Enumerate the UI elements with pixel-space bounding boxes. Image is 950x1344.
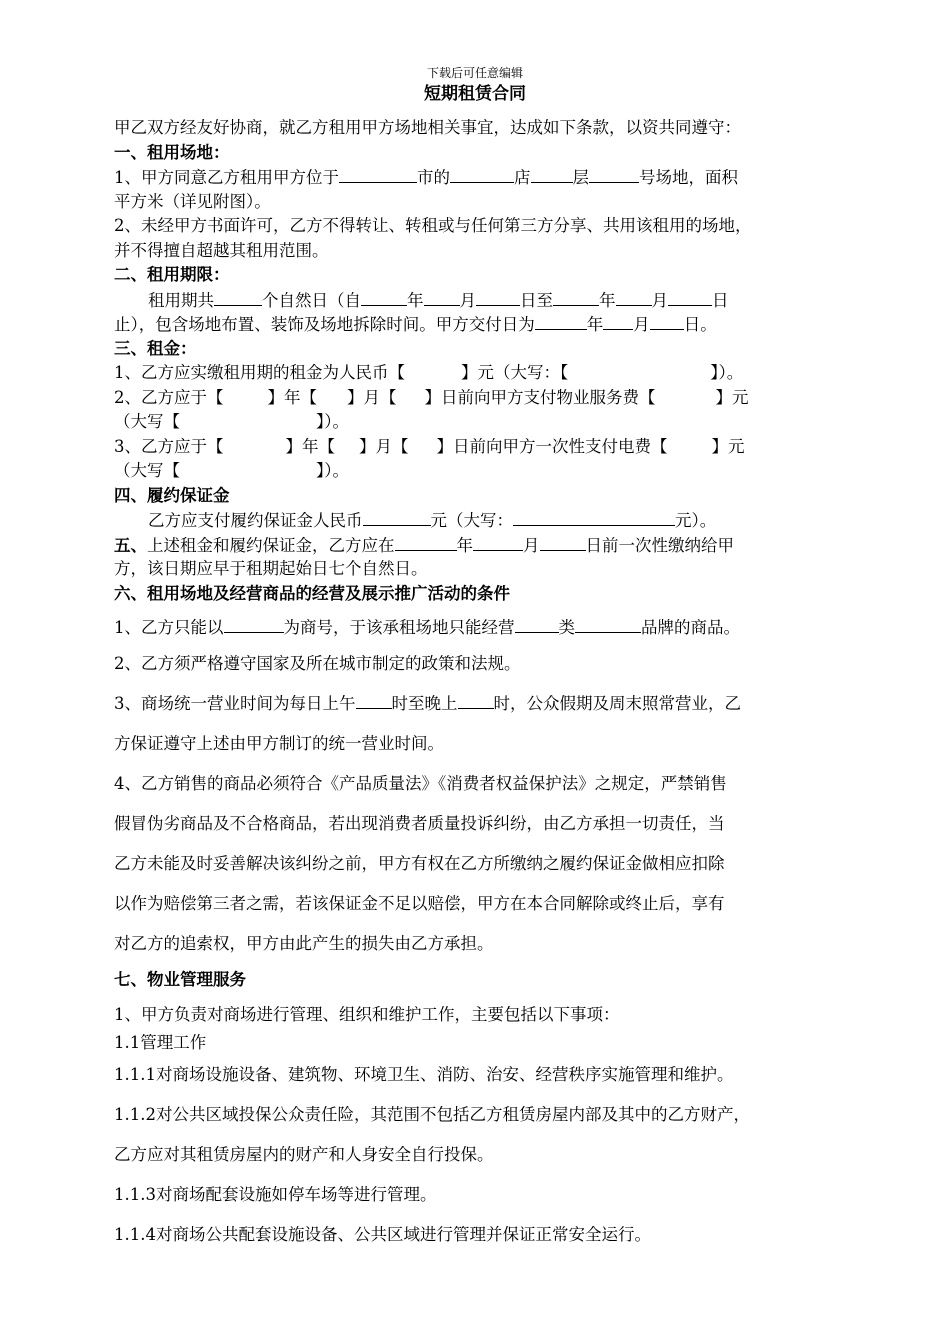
text: 乙方未能及时妥善解决该纠纷之前，甲方有权在乙方所缴纳之履约保证金做相应扣除: [114, 854, 725, 873]
section-7-clause-1: [114, 999, 844, 1031]
text: 元）。: [675, 511, 717, 530]
blank: [616, 288, 652, 306]
text: 】月【: [347, 387, 397, 407]
text: 1、乙方应实缴租用期的租金为人民币【: [114, 363, 405, 382]
section-3-clause-2-line-1: [114, 386, 844, 411]
brand-blank: [575, 615, 641, 633]
text: 1.1.2对公共区域投保公众责任险，其范围不包括乙方租赁房屋内部及其中的乙方财产，: [114, 1105, 750, 1124]
text: 以作为赔偿第三者之需，若该保证金不足以赔偿，甲方在本合同解除或终止后，享有: [114, 894, 725, 913]
section-6-clause-4-line-1: [114, 764, 844, 804]
blank: [361, 288, 407, 306]
section-3-clause-1: [114, 361, 844, 386]
blank: [553, 288, 599, 306]
text: 平方米（详见附图）。: [114, 191, 271, 211]
text: 月: [633, 315, 650, 334]
section-1-clause-2-line-1: [114, 214, 844, 239]
text: 2、未经甲方书面许可，乙方不得转让、转租或与任何第三方分享、共用该租用的场地，: [114, 216, 752, 235]
text: （大写【: [114, 412, 180, 431]
text: 3、商场统一营业时间为每日上午: [114, 694, 356, 713]
section-3-clause-3-line-1: [114, 435, 844, 460]
text: 】年【: [267, 387, 317, 407]
site-number-blank: [589, 165, 639, 183]
text: 止），包含场地布置、装饰及场地拆除时间。甲方交付日为: [114, 315, 535, 334]
section-4-heading: [114, 484, 844, 509]
section-6-clause-3-line-2: [114, 724, 844, 764]
section-6-heading: [114, 582, 844, 607]
blank: [476, 288, 520, 306]
section-7-clause-1-1-2-line-1: [114, 1095, 844, 1135]
text: 】）。: [710, 363, 744, 382]
intro-text: 甲乙双方经友好协商，就乙方租用甲方场地相关事宜，达成如下条款，以资共同遵守：: [114, 118, 741, 137]
text: 为商号，于该承租场地只能经营: [283, 618, 515, 637]
section-3-title: 三、租金：: [114, 338, 197, 358]
text: 年: [456, 535, 473, 555]
section-1-clause-2-line-2: [114, 239, 844, 264]
section-6-clause-4-line-3: [114, 844, 844, 884]
text: 年: [586, 315, 604, 334]
text: 2、乙方应于【: [114, 387, 224, 407]
text: 】元（大写：【: [461, 363, 569, 382]
section-3-clause-3-line-2: [114, 459, 844, 484]
text: 】）。: [316, 461, 349, 480]
section-3-clause-2-line-2: [114, 410, 844, 435]
text: 日前一次性缴纳给甲: [585, 535, 734, 555]
text: 】年【: [285, 436, 335, 456]
text: 3、乙方应于【: [114, 436, 224, 456]
text: 日至: [520, 290, 553, 310]
text: 并不得擅自超越其租用范围。: [114, 240, 329, 260]
text: 租用期共: [148, 290, 214, 310]
section-6-clause-2: [114, 644, 844, 684]
blank: [668, 288, 712, 306]
text: 市的: [417, 168, 450, 187]
section-7-title: 七、物业管理服务: [114, 970, 246, 989]
deposit-words-blank: [513, 508, 675, 526]
section-4-title: 四、履约保证金: [114, 485, 230, 505]
section-2-title: 二、租用期限：: [114, 265, 230, 284]
blank: [473, 533, 523, 551]
intro-line: [114, 116, 844, 141]
text: 1.1.4对商场公共配套设施设备、公共区域进行管理并保证正常安全运行。: [114, 1225, 651, 1244]
open-hour-blank: [356, 691, 392, 709]
document-title: 短期租赁合同: [424, 84, 526, 104]
editable-note: 下载后可任意编辑: [426, 66, 523, 80]
blank: [540, 533, 586, 551]
text: 1、乙方只能以: [114, 618, 224, 637]
text: 月: [459, 290, 476, 310]
blank: [395, 533, 457, 551]
close-hour-blank: [458, 691, 494, 709]
blank: [424, 288, 460, 306]
text: 乙方应对其租赁房屋内的财产和人身安全自行投保。: [114, 1145, 494, 1164]
text: 方保证遵守上述由甲方制订的统一营业时间。: [114, 734, 444, 753]
text: 日: [712, 290, 729, 310]
section-1-clause-1-line-1: [114, 165, 844, 190]
text: 元（大写：: [430, 511, 513, 530]
blank: [650, 312, 684, 330]
text: 1、甲方负责对商场进行管理、组织和维护工作，主要包括以下事项：: [114, 1004, 620, 1024]
store-blank: [450, 165, 514, 183]
text: 个自然日（自: [262, 290, 361, 310]
text: （大写【: [114, 461, 180, 480]
section-6-clause-1: [114, 612, 844, 644]
text: 月: [651, 290, 668, 310]
section-7-clause-1-1-1: [114, 1055, 844, 1095]
section-3-heading: [114, 337, 844, 362]
text: 时至晚上: [391, 694, 458, 713]
category-blank: [515, 615, 559, 633]
section-6-clause-4-line-4: [114, 884, 844, 924]
section-2-heading: [114, 263, 844, 288]
text: 月: [523, 535, 540, 555]
text: 4、乙方销售的商品必须符合《产品质量法》《消费者权益保护法》之规定，严禁销售: [114, 774, 727, 793]
blank: [535, 312, 587, 330]
city-blank: [339, 165, 417, 183]
section-1-clause-1-line-2: [114, 190, 844, 215]
section-5-title: 五、: [114, 535, 147, 555]
text: 】月【: [359, 436, 409, 456]
section-6-clause-3-line-1: [114, 684, 844, 724]
text: 1.1.3对商场配套设施如停车场等进行管理。: [114, 1185, 437, 1204]
text: 1、甲方同意乙方租用甲方位于: [114, 168, 339, 187]
section-7-clause-1-1-3: [114, 1175, 844, 1215]
text: 对乙方的追索权，甲方由此产生的损失由乙方承担。: [114, 934, 494, 953]
section-2-line-2: [114, 312, 844, 337]
text: 乙方应支付履约保证金人民币: [148, 511, 363, 530]
section-5-line-2: [114, 557, 844, 582]
text: 号场地，面积: [639, 168, 738, 187]
text: 】元: [711, 436, 745, 456]
contract-body: [114, 116, 844, 1255]
text: 日。: [683, 315, 717, 334]
section-6-clause-4-line-5: [114, 924, 844, 964]
floor-blank: [531, 165, 573, 183]
section-1-heading: [114, 141, 844, 166]
text: 假冒伪劣商品及不合格商品，若出现消费者质量投诉纠纷，由乙方承担一切责任，当: [114, 814, 725, 833]
blank: [603, 312, 633, 330]
section-1-title: 一、租用场地：: [114, 142, 230, 162]
section-7-clause-1-1-2-line-2: [114, 1135, 844, 1175]
text: 年: [599, 290, 616, 310]
text: 】日前向甲方支付物业服务费【: [424, 387, 656, 407]
section-2-line-1: [114, 288, 844, 313]
text: 类: [558, 618, 575, 637]
section-6-clause-4-line-2: [114, 804, 844, 844]
section-7-clause-1-1-4: [114, 1215, 844, 1255]
text: 2、乙方须严格遵守国家及所在城市制定的政策和法规。: [114, 654, 521, 673]
text: 方，该日期应早于租期起始日七个自然日。: [114, 559, 428, 578]
text: 】元: [715, 387, 749, 407]
text: 时，公众假期及周末照常营业，乙: [493, 694, 741, 713]
text: 】）。: [316, 412, 349, 431]
text: 1.1.1对商场设施设备、建筑物、环境卫生、消防、治安、经营秩序实施管理和维护。: [114, 1065, 734, 1084]
section-7-clause-1-1: [114, 1031, 844, 1056]
text: 店: [514, 168, 531, 187]
text: 】日前向甲方一次性支付电费【: [436, 436, 668, 456]
section-7-heading: [114, 968, 844, 993]
section-6-title: 六、租用场地及经营商品的经营及展示推广活动的条件: [114, 583, 510, 603]
text: 上述租金和履约保证金，乙方应在: [147, 535, 395, 555]
days-blank: [214, 288, 262, 306]
text: 1.1管理工作: [114, 1032, 207, 1052]
text: 品牌的商品。: [641, 618, 740, 637]
trade-name-blank: [224, 615, 284, 633]
deposit-amount-blank: [363, 508, 431, 526]
section-5-line-1: [114, 533, 844, 558]
section-4-line: [114, 508, 844, 533]
text: 层: [572, 168, 589, 187]
text: 年: [407, 290, 424, 310]
